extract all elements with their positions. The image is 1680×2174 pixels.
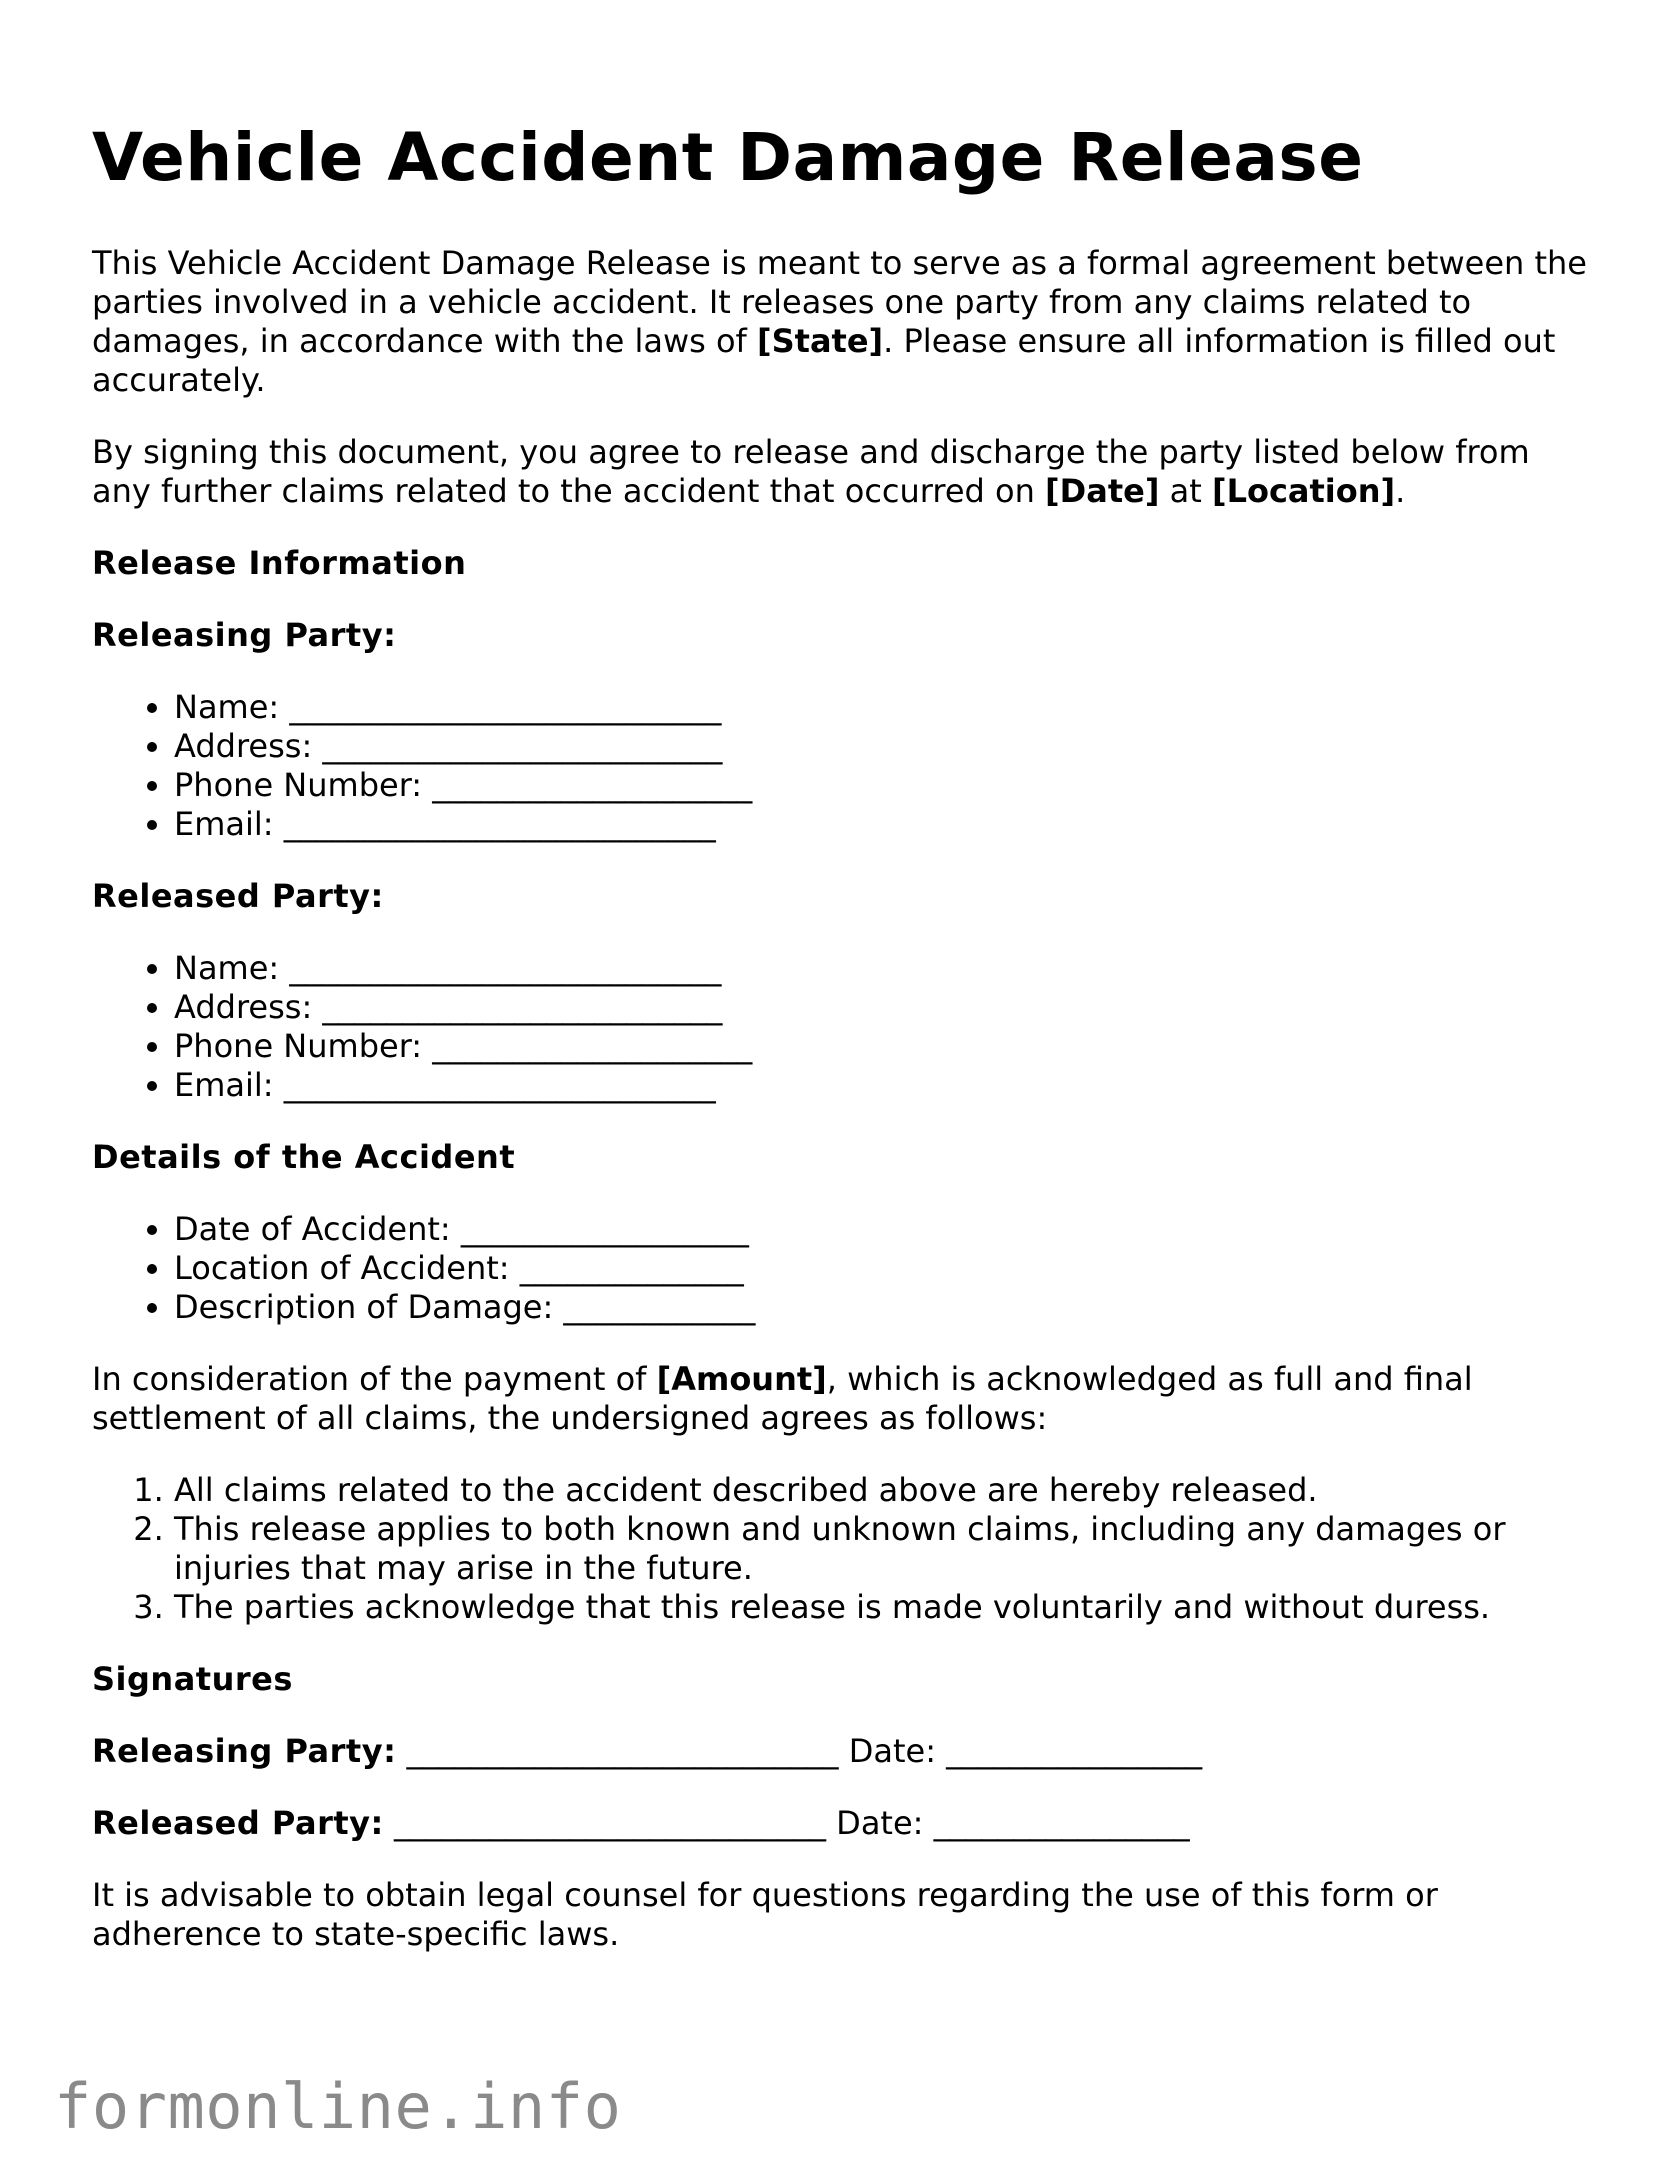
- document-page: [92, 118, 1592, 1987]
- location-placeholder: [Location]: [1211, 472, 1396, 510]
- term-item: 1. All claims related to the accident described above are hereby released.: [174, 1471, 1592, 1510]
- intro-text-end: . Please ensure all information is filled out accurately.: [92, 322, 1556, 399]
- releasing-email-field[interactable]: • Email: ___________________________: [174, 805, 1592, 844]
- watermark: formonline.info: [54, 2070, 622, 2143]
- term-item: 2. This release applies to both known and unknown claims, including any damages or injuries that may arise in the future.: [174, 1510, 1592, 1588]
- released-phone-field[interactable]: • Phone Number: ____________________: [174, 1027, 1592, 1066]
- accident-details-fields: [92, 1210, 1592, 1327]
- state-placeholder: [State]: [756, 322, 884, 360]
- document-title: Vehicle Accident Damage Release: [92, 119, 1364, 196]
- released-party-signature-line[interactable]: [92, 1804, 1592, 1843]
- signatures-heading: Signatures: [92, 1660, 293, 1698]
- releasing-address-field[interactable]: • Address: _________________________: [174, 727, 1592, 766]
- amount-placeholder: [Amount]: [656, 1360, 827, 1398]
- agreement-end: .: [1395, 472, 1406, 510]
- releasing-party-heading: Releasing Party:: [92, 616, 397, 654]
- releasing-party-fields: [92, 688, 1592, 844]
- agreement-at: at: [1159, 472, 1212, 510]
- released-party-signature-blanks: ___________________________ Date: ________________: [383, 1804, 1190, 1842]
- consideration-paragraph: [92, 1360, 1592, 1438]
- consideration-text-end: , which is acknowledged as full and final settlement of all claims, the undersigned agrees as follows:: [92, 1360, 1473, 1437]
- released-name-field[interactable]: • Name: ___________________________: [174, 949, 1592, 988]
- agreement-text-start: By signing this document, you agree to release and discharge the party listed below from any further claims related to the accident that occurred on: [92, 433, 1530, 510]
- releasing-name-field[interactable]: • Name: ___________________________: [174, 688, 1592, 727]
- release-information-heading: Release Information: [92, 544, 467, 582]
- term-item: 3. The parties acknowledge that this release is made voluntarily and without duress.: [174, 1588, 1592, 1627]
- date-placeholder: [Date]: [1045, 472, 1160, 510]
- releasing-party-signature-blanks: ___________________________ Date: ________________: [396, 1732, 1203, 1770]
- accident-date-field[interactable]: • Date of Accident: __________________: [174, 1210, 1592, 1249]
- released-email-field[interactable]: • Email: ___________________________: [174, 1066, 1592, 1105]
- releasing-party-signature-line[interactable]: [92, 1732, 1592, 1771]
- consideration-text-start: In consideration of the payment of: [92, 1360, 657, 1398]
- accident-details-heading: Details of the Accident: [92, 1138, 516, 1176]
- accident-location-field[interactable]: • Location of Accident: ______________: [174, 1249, 1592, 1288]
- released-party-fields: [92, 949, 1592, 1105]
- released-party-heading: Released Party:: [92, 877, 384, 915]
- agreement-paragraph: [92, 433, 1592, 511]
- intro-paragraph: [92, 244, 1592, 400]
- terms-list: [92, 1471, 1592, 1627]
- intro-text-start: This Vehicle Accident Damage Release is meant to serve as a formal agreement between the parties involved in a vehicle accident. It releases one party from any claims related to damages, in accordance with the laws of: [92, 244, 1587, 360]
- damage-description-field[interactable]: • Description of Damage: ____________: [174, 1288, 1592, 1327]
- releasing-phone-field[interactable]: • Phone Number: ____________________: [174, 766, 1592, 805]
- releasing-party-signature-label: Releasing Party:: [92, 1732, 397, 1770]
- released-party-signature-label: Released Party:: [92, 1804, 384, 1842]
- released-address-field[interactable]: • Address: _________________________: [174, 988, 1592, 1027]
- legal-advice-paragraph: It is advisable to obtain legal counsel for questions regarding the use of this form or adherence to state-specific laws.: [92, 1876, 1438, 1953]
